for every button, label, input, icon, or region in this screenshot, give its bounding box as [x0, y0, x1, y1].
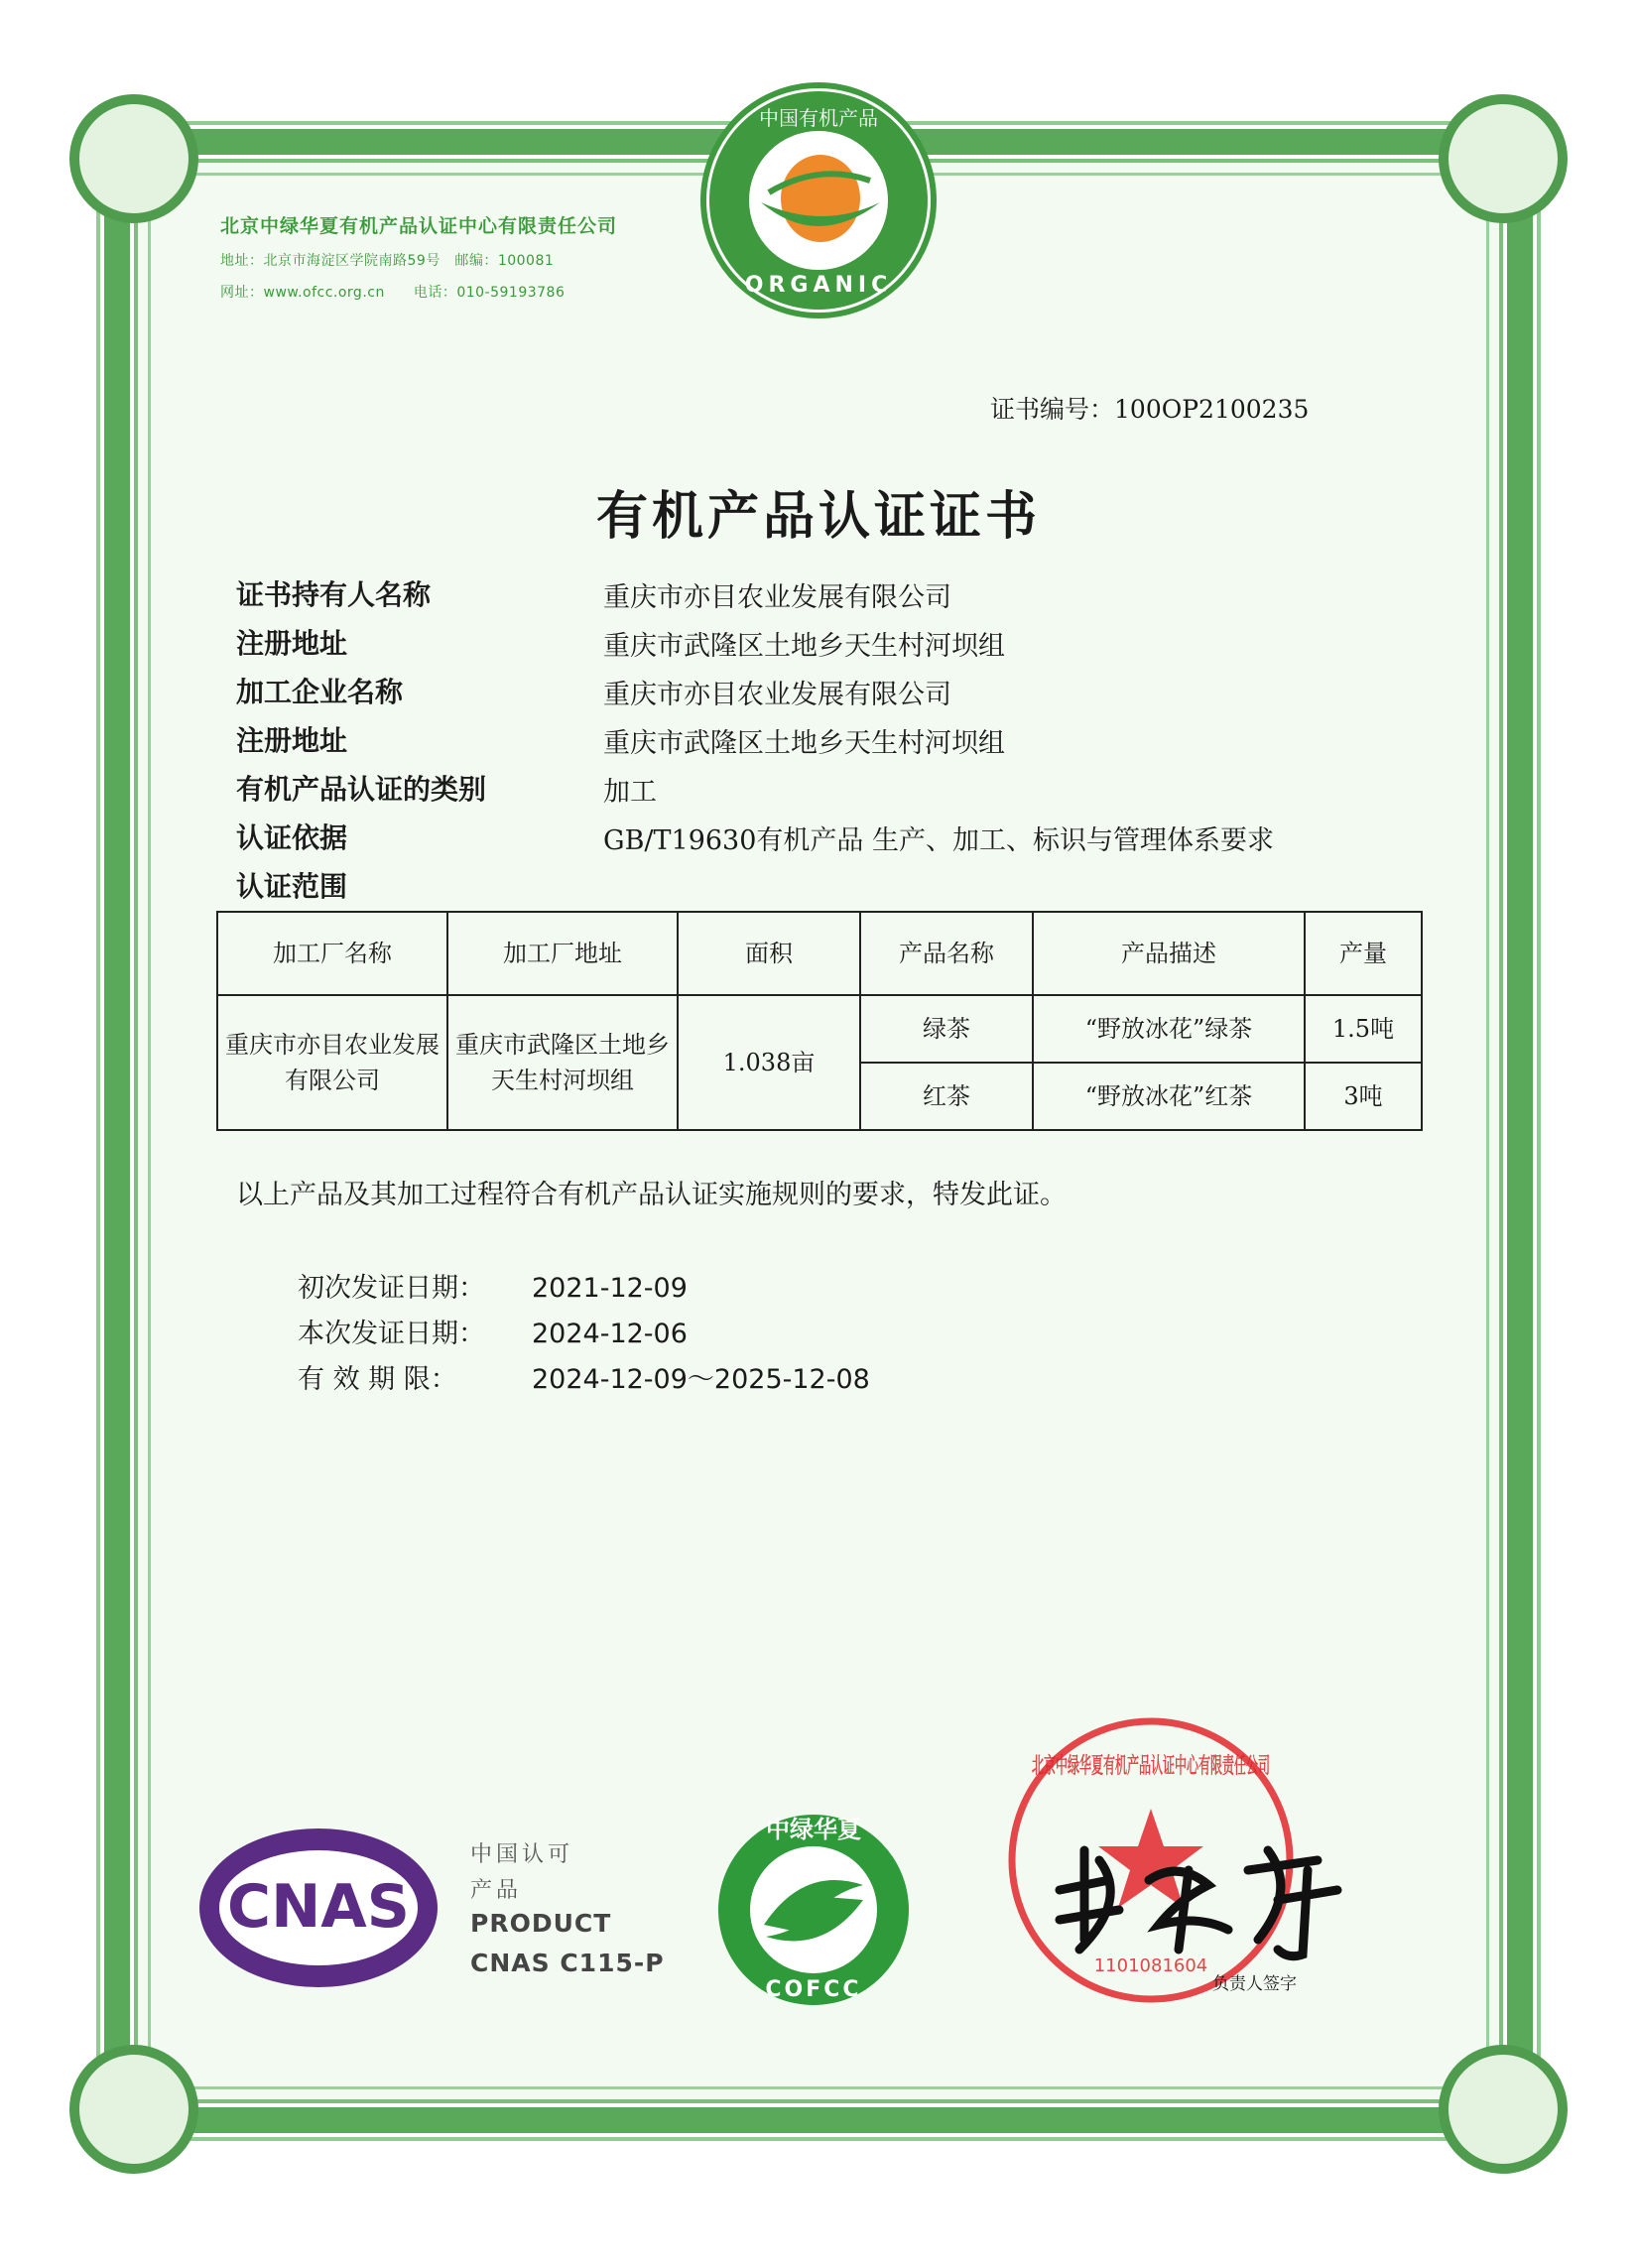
issue-dates: [298, 1266, 870, 1403]
seal-number: 1101081604: [1093, 1955, 1208, 1976]
date-label: 有 效 期 限：: [298, 1364, 457, 1395]
date-row: [298, 1312, 870, 1357]
table-cell: “野放冰花”红茶: [1033, 1063, 1305, 1130]
organic-logo-ring-text: 中国有机产品: [759, 106, 878, 130]
table-header-row: [217, 912, 1422, 995]
seal-ring-text: 北京中绿华夏有机产品认证中心有限责任公司: [1032, 1754, 1469, 1779]
table-header-cell: 面积: [678, 912, 860, 995]
table-cell: 重庆市武隆区土地乡天生村河坝组: [447, 995, 678, 1130]
field-value: 重庆市武隆区土地乡天生村河坝组: [603, 631, 1005, 662]
date-row: [298, 1266, 870, 1312]
field-value: 重庆市亦目农业发展有限公司: [603, 680, 951, 710]
scope-table: [216, 911, 1423, 1131]
field-label: 证书持有人名称: [236, 578, 432, 611]
table-cell: 红茶: [860, 1063, 1033, 1130]
date-row: [298, 1357, 870, 1403]
date-value: 2021-12-09: [532, 1273, 688, 1304]
corner-ornament: [69, 2045, 198, 2174]
field-value: 重庆市亦目农业发展有限公司: [603, 582, 951, 613]
date-label: 初次发证日期：: [298, 1273, 485, 1304]
table-cell: 1.038亩: [678, 995, 860, 1130]
certificate-number-value: 100OP2100235: [1114, 395, 1310, 424]
date-label: 本次发证日期：: [298, 1319, 485, 1349]
date-value: 2024-12-06: [532, 1319, 688, 1349]
table-cell: 重庆市亦目农业发展有限公司: [217, 995, 447, 1130]
table-cell: 1.5吨: [1305, 995, 1422, 1063]
field-label: 认证依据: [236, 821, 348, 854]
organic-logo: [699, 81, 938, 319]
issuer-contact: 网址：www.ofcc.org.cn 电话：010-59193786: [220, 285, 566, 301]
table-header-cell: 加工厂名称: [217, 912, 447, 995]
issuer-name: 北京中绿华夏有机产品认证中心有限责任公司: [220, 215, 618, 237]
corner-ornament: [69, 94, 198, 223]
corner-ornament: [1439, 94, 1568, 223]
table-header-cell: 产品名称: [860, 912, 1033, 995]
issuer-info: [220, 211, 617, 302]
table-cell: “野放冰花”绿茶: [1033, 995, 1305, 1063]
cnas-line-2: 产品: [470, 1878, 523, 1903]
cnas-line-1: 中国认可: [470, 1842, 574, 1867]
field-value: 加工: [603, 777, 657, 808]
date-value: 2024-12-09～2025-12-08: [532, 1364, 870, 1395]
certificate-number: [990, 390, 1309, 426]
field-value: 重庆市武隆区土地乡天生村河坝组: [603, 728, 1005, 759]
table-header-cell: 产量: [1305, 912, 1422, 995]
cnas-logo: [194, 1824, 442, 1992]
field-label: 有机产品认证的类别: [236, 773, 487, 806]
table-cell: 绿茶: [860, 995, 1033, 1063]
signature-label: 负责人签字: [1212, 1974, 1297, 1994]
field-label: 认证范围: [236, 870, 348, 903]
cnas-accreditation-text: [470, 1837, 665, 1988]
table-header-cell: 加工厂地址: [447, 912, 678, 995]
cofcc-top-text: 中绿华夏: [766, 1816, 861, 1843]
cofcc-logo: [714, 1806, 913, 2014]
field-label: 注册地址: [236, 724, 348, 757]
field-label: 注册地址: [236, 627, 348, 660]
cnas-logo-text: CNAS: [227, 1872, 410, 1942]
corner-ornament: [1439, 2045, 1568, 2174]
certificate-number-label: 证书编号：: [990, 395, 1115, 424]
table-header-cell: 产品描述: [1033, 912, 1305, 995]
organic-logo-bottom-text: ORGANIC: [744, 273, 893, 298]
certification-statement: 以上产品及其加工过程符合有机产品认证实施规则的要求，特发此证。: [236, 1180, 1067, 1210]
page-title: 有机产品认证证书: [595, 487, 1041, 547]
cnas-line-3: PRODUCT: [470, 1909, 612, 1938]
cnas-line-4: CNAS C115-P: [470, 1949, 665, 1977]
field-label: 加工企业名称: [236, 676, 404, 708]
field-value: GB/T19630有机产品 生产、加工、标识与管理体系要求: [603, 825, 1274, 856]
cofcc-bottom-text: COFCC: [765, 1977, 862, 2002]
issuer-address: 地址：北京市海淀区学院南路59号 邮编：100081: [220, 253, 555, 269]
table-cell: 3吨: [1305, 1063, 1422, 1130]
table-row: [217, 995, 1422, 1063]
signature: [1040, 1830, 1357, 1969]
